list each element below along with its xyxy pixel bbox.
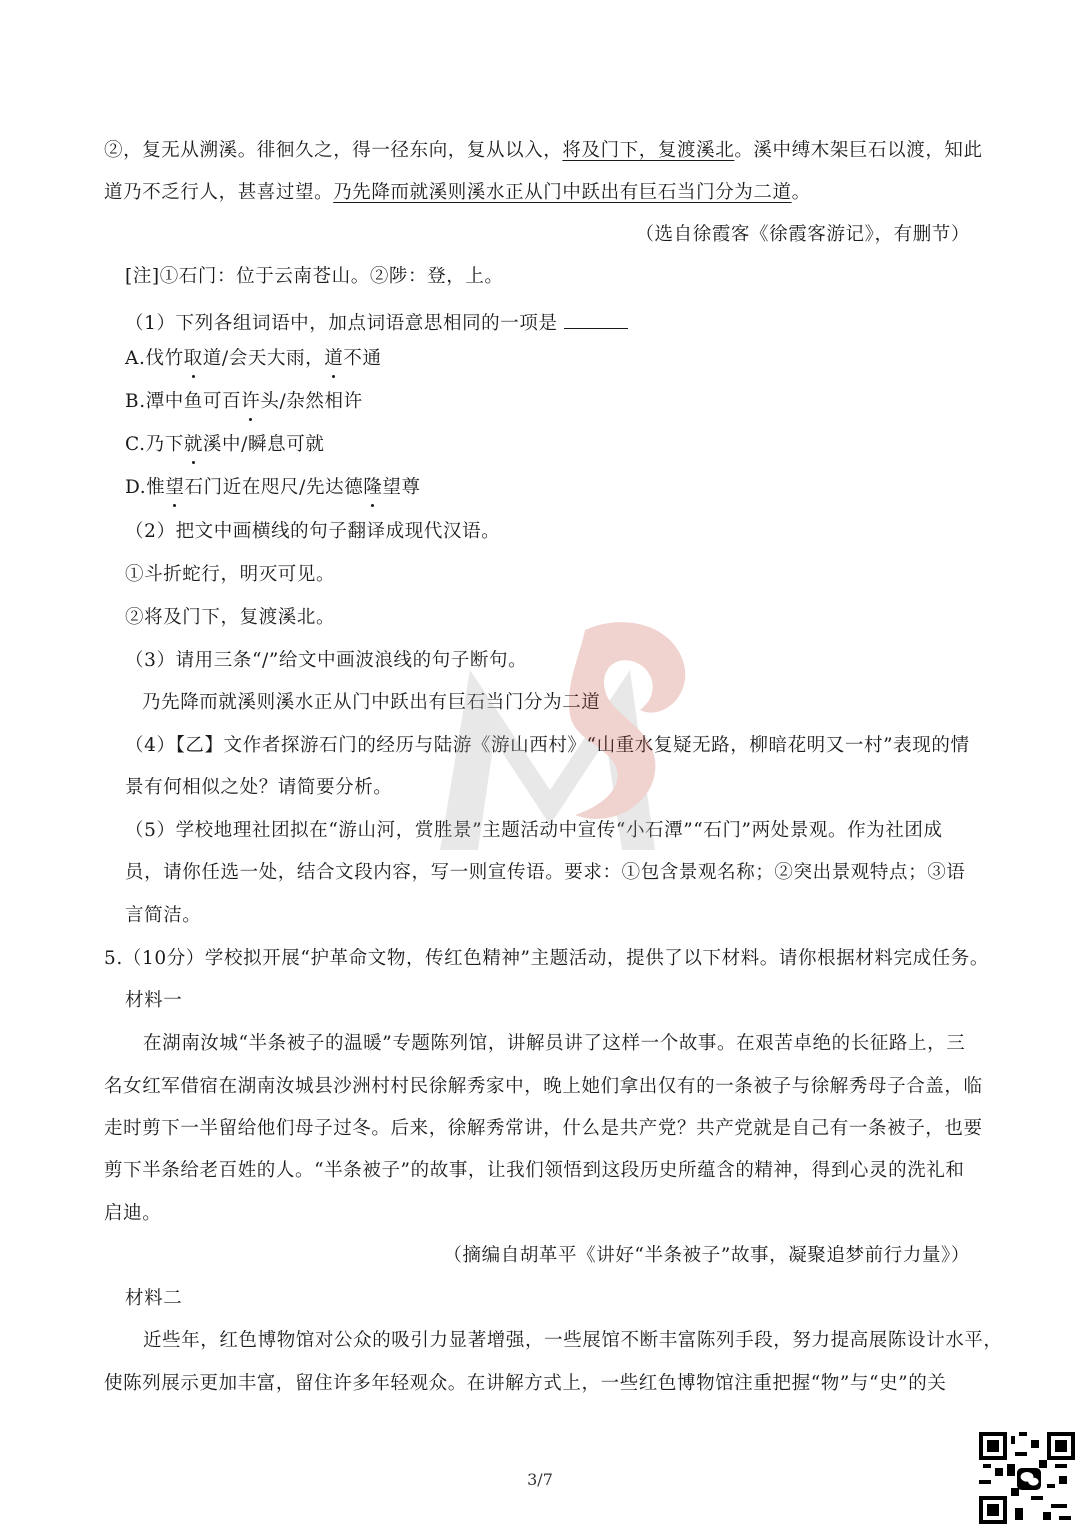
qr-code-icon[interactable]	[979, 1432, 1075, 1524]
emphasis-dot-char: 许	[241, 389, 260, 415]
answer-blank[interactable]	[564, 308, 628, 329]
source-citation-2: （摘编自胡革平《讲好“半条被子”故事，凝聚追梦前行力量》）	[443, 1245, 970, 1266]
question-5-line-2: 员，请你任选一处，结合文段内容，写一则宣传语。要求：①包含景观名称；②突出景观特点；③语	[125, 862, 966, 883]
option-a: A.伐竹取道/会天大雨，道不通	[125, 346, 382, 372]
emphasis-dot-char: 隆	[363, 475, 382, 501]
passage-line-1: ②，复无从溯溪。徘徊久之，得一径东向，复从以入，将及门下，复渡溪北。溪中缚木架巨石以渡，知此	[104, 140, 983, 161]
emphasis-dot-char: 望	[165, 475, 184, 501]
material-1-line-4: 剪下半条给老百姓的人。“半条被子”的故事，让我们领悟到这段历史所蕴含的精神，得到心灵的洗礼和	[104, 1160, 965, 1181]
problem-5-heading: 5.（10分）学校拟开展“护革命文物，传红色精神”主题活动，提供了以下材料。请你根据材料完成任务。	[104, 948, 990, 969]
material-1-line-3: 走时剪下一半留给他们母子过冬。后来，徐解秀常讲，什么是共产党？共产党就是自己有一条被子，也要	[104, 1118, 983, 1139]
underlined-sentence: 将及门下，复渡溪北	[562, 140, 735, 161]
material-2-line-2: 使陈列展示更加丰富，留住许多年轻观众。在讲解方式上，一些红色博物馆注重把握“物”与“史”的关	[104, 1373, 947, 1394]
question-4-line-1: （4）【乙】文作者探游石门的经历与陆游《游山西村》“山重水复疑无路，柳暗花明又一村”表现的情	[125, 735, 970, 756]
material-1-line-5: 启迪。	[104, 1203, 162, 1224]
question-2-item-2: ②将及门下，复渡溪北。	[125, 607, 336, 628]
page-number: 3/7	[527, 1470, 553, 1489]
emphasis-dot-char: 道	[324, 346, 343, 372]
passage-line-2: 道乃不乏行人，甚喜过望。乃先降而就溪则溪水正从门中跃出有巨石当门分为二道。	[104, 182, 811, 203]
emphasis-dot-char: 就	[184, 432, 203, 458]
question-2: （2）把文中画横线的句子翻译成现代汉语。	[125, 521, 501, 542]
option-c: C.乃下就溪中/瞬息可就	[125, 432, 324, 458]
question-5-line-1: （5）学校地理社团拟在“游山河，赏胜景”主题活动中宣传“小石潭”“石门”两处景观。作为社团成	[125, 820, 943, 841]
question-3: （3）请用三条“/”给文中画波浪线的句子断句。	[125, 650, 528, 671]
option-d: D.惟望石门近在咫尺/先达德隆望尊	[125, 475, 421, 501]
material-1-line-2: 名女红军借宿在湖南汝城县沙洲村村民徐解秀家中，晚上她们拿出仅有的一条被子与徐解秀母子合盖，临	[104, 1076, 983, 1097]
question-5-line-3: 言简洁。	[125, 905, 202, 926]
question-4-line-2: 景有何相似之处？请简要分析。	[125, 777, 393, 798]
option-b: B.潭中鱼可百许头/杂然相许	[125, 389, 363, 415]
source-citation-1: （选自徐霞客《徐霞客游记》，有删节）	[635, 224, 970, 245]
wavy-underlined-sentence: 乃先降而就溪则溪水正从门中跃出有巨石当门分为二道	[333, 182, 792, 203]
question-1: （1）下列各组词语中，加点词语意思相同的一项是	[125, 308, 628, 337]
question-3-sentence: 乃先降而就溪则溪水正从门中跃出有巨石当门分为二道	[142, 692, 601, 713]
note: [注]①石门：位于云南苍山。②陟：登，上。	[125, 266, 504, 287]
question-2-item-1: ①斗折蛇行，明灭可见。	[125, 564, 336, 585]
material-1-line-1: 在湖南汝城“半条被子的温暖”专题陈列馆，讲解员讲了这样一个故事。在艰苦卓绝的长征路上，三	[143, 1033, 966, 1054]
material-2-line-1: 近些年，红色博物馆对公众的吸引力显著增强，一些展馆不断丰富陈列手段，努力提高展陈设计水平，	[143, 1330, 1003, 1351]
material-2-label: 材料二	[125, 1288, 183, 1309]
material-1-label: 材料一	[125, 990, 183, 1011]
emphasis-dot-char: 取	[184, 346, 203, 372]
